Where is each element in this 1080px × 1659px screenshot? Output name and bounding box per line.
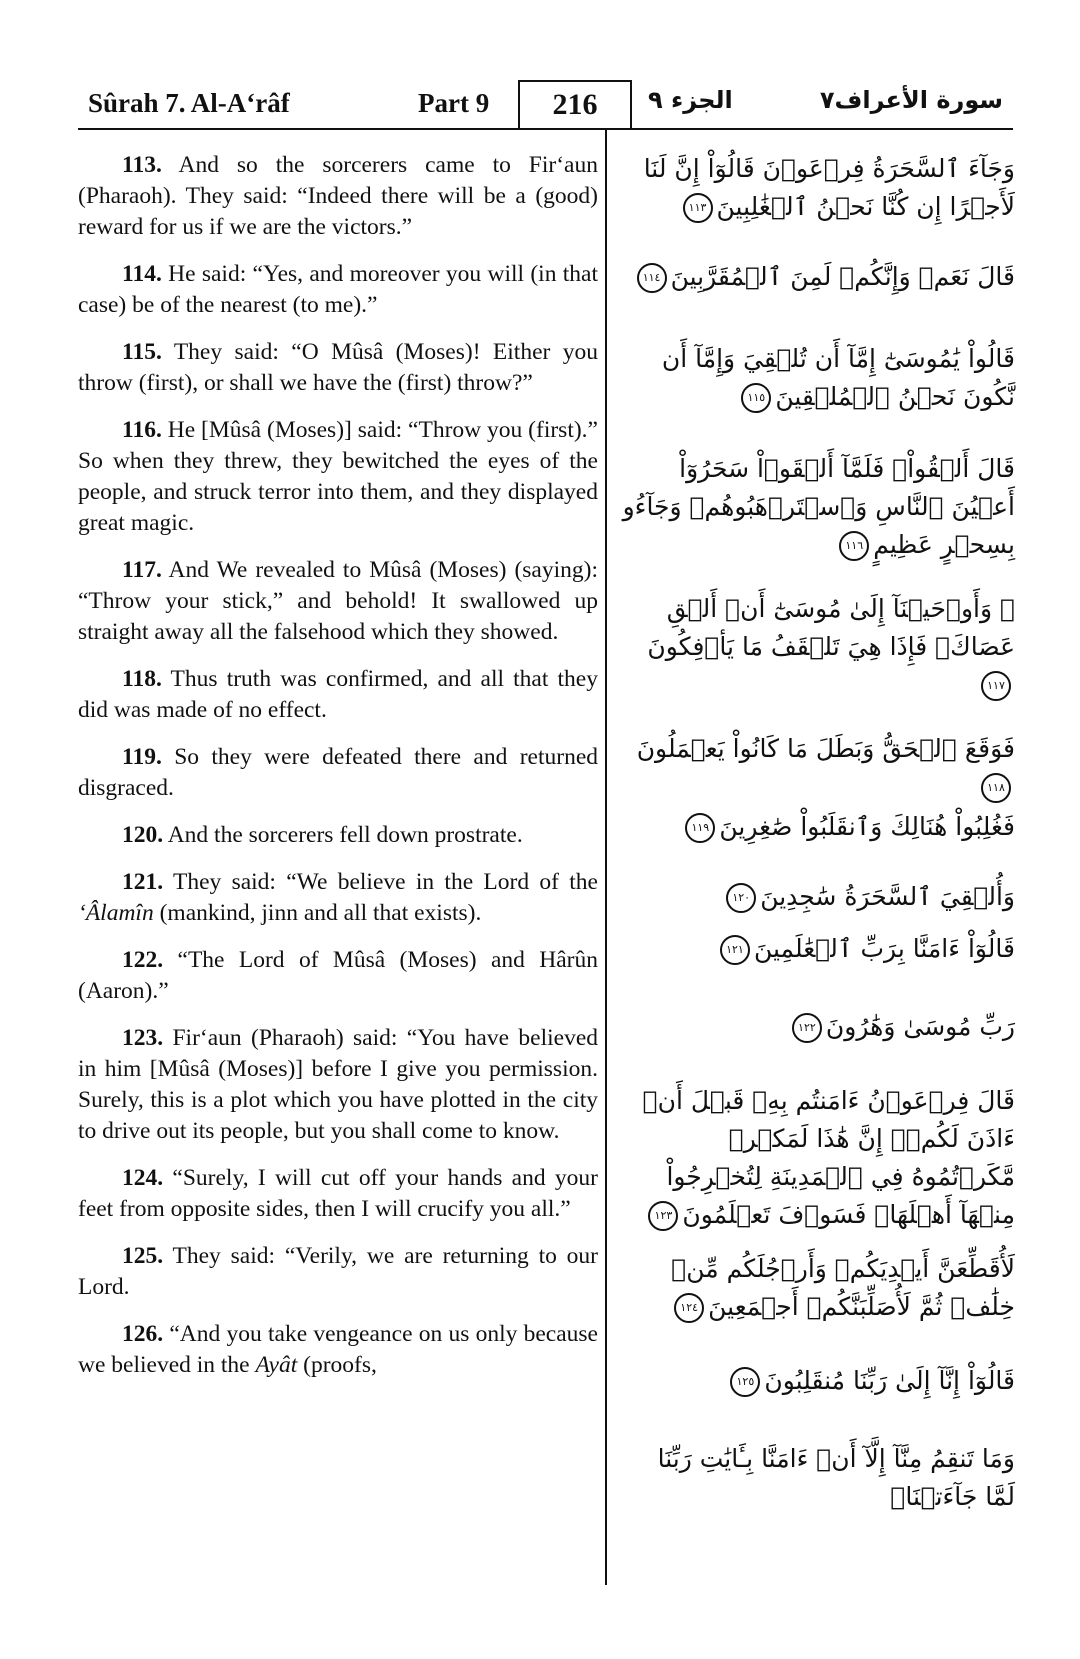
verse-120 — [78, 820, 598, 851]
ayah-text: قَالَ نَعَمۡ وَإِنَّكُمۡ لَمِنَ ٱلۡمُقَرَّبِينَ — [670, 262, 1015, 291]
ayah-end-marker: ١٢٠ — [726, 883, 756, 913]
part-label-en: Part 9 — [418, 88, 490, 118]
ayah-123 — [620, 1082, 1015, 1234]
ayah-text: فَوَقَعَ ٱلۡحَقُّ وَبَطَلَ مَا كَانُواْ يَعۡمَلُونَ — [636, 734, 1015, 763]
verse-123 — [78, 1023, 598, 1147]
ayah-end-marker: ١١٧ — [981, 671, 1011, 701]
ayah-text: وَمَا تَنقِمُ مِنَّآ إِلَّآ أَنۡ ءَامَنَّا بِـَٔايَٰتِ رَبِّنَا لَمَّا جَآءَتۡنَاۚ — [657, 1444, 1015, 1511]
ayah-121 — [620, 930, 1015, 968]
verse-114 — [78, 259, 598, 321]
verse-number: 116. — [122, 417, 162, 443]
verse-text: They said: “O Mûsâ (Moses)! Either you throw (first), or shall we have the (first) throw?” — [78, 339, 598, 396]
verse-113 — [78, 150, 598, 243]
verse-number: 113. — [122, 152, 162, 178]
ayah-120 — [620, 878, 1015, 916]
ayah-118 — [620, 730, 1015, 806]
verse-number: 122. — [122, 947, 164, 973]
ayah-119 — [620, 808, 1015, 846]
verse-115 — [78, 337, 598, 399]
verse-text: He said: “Yes, and moreover you will (in that case) be of the nearest (to me).” — [78, 261, 598, 318]
ayah-text: لَأُقَطِّعَنَّ أَيۡدِيَكُمۡ وَأَرۡجُلَكُم مِّنۡ خِلَٰفٖ ثُمَّ لَأُصَلِّبَنَّكُمۡ أَجۡمَعِينَ — [671, 1254, 1015, 1321]
page-number: 216 — [518, 80, 632, 128]
verse-number: 120. — [122, 822, 164, 848]
verse-number: 124. — [122, 1165, 164, 1191]
verse-number: 119. — [122, 744, 162, 770]
surah-title-en: Sûrah 7. Al-A‘râf — [88, 88, 290, 118]
verse-text: So they were defeated there and returned disgraced. — [78, 744, 598, 801]
ayah-113 — [620, 150, 1015, 226]
ayah-end-marker: ١٢٥ — [730, 1367, 760, 1397]
ayah-117 — [620, 590, 1015, 704]
ayah-end-marker: ١١٦ — [839, 531, 869, 561]
verse-text: They said: “We believe in the Lord of the — [163, 869, 598, 895]
verse-number: 118. — [122, 666, 162, 692]
ayah-end-marker: ١١٩ — [685, 813, 715, 843]
verse-122 — [78, 945, 598, 1007]
ayah-text: وَجَآءَ ٱلسَّحَرَةُ فِرۡعَوۡنَ قَالُوٓاْ إِنَّ لَنَا لَأَجۡرًا إِن كُنَّا نَحۡنُ ٱلۡغَٰلِبِينَ — [643, 154, 1015, 221]
verse-number: 115. — [122, 339, 162, 365]
page-header — [78, 80, 1013, 130]
english-column — [78, 150, 598, 1397]
verse-121 — [78, 867, 598, 929]
verse-117 — [78, 555, 598, 648]
verse-124 — [78, 1163, 598, 1225]
verse-number: 123. — [122, 1025, 164, 1051]
part-label-ar: الجزء ٩ — [648, 86, 733, 114]
ayah-end-marker: ١٢٢ — [792, 1013, 822, 1043]
verse-text: They said: “Verily, we are returning to our Lord. — [78, 1243, 598, 1300]
verse-number: 117. — [122, 557, 162, 583]
verse-italic-term: ‘Âlamîn — [78, 900, 154, 926]
verse-text: (mankind, jinn and all that exists). — [153, 900, 482, 926]
verse-text: “And you take vengeance on us only because we believed in the — [78, 1321, 598, 1378]
verse-text: And We revealed to Mûsâ (Moses) (saying): “Throw your stick,” and behold! It swallowed up straight away all the falsehood which they showed. — [78, 557, 598, 645]
ayah-124 — [620, 1250, 1015, 1326]
verse-text: Fir‘aun (Pharaoh) said: “You have believed in him [Mûsâ (Moses)] before I give you permission. Surely, this is a plot which you have plotted in the city to drive out its people, but you shall come to know. — [78, 1025, 598, 1144]
verse-number: 126. — [122, 1321, 164, 1347]
ayah-text: وَأُلۡقِيَ ٱلسَّحَرَةُ سَٰجِدِينَ — [760, 882, 1015, 911]
ayah-text: قَالَ أَلۡقُواْۖ فَلَمَّآ أَلۡقَوۡاْ سَحَرُوٓاْ أَعۡيُنَ ٱلنَّاسِ وَٱسۡتَرۡهَبُوهُمۡ وَجَآءُو بِسِحۡرٍ عَظِيمٍ — [622, 454, 1015, 559]
verse-italic-term: Ayât — [255, 1352, 298, 1378]
ayah-126 — [620, 1440, 1015, 1516]
verse-number: 121. — [122, 869, 164, 895]
surah-title-ar: سورة الأعراف٧ — [819, 86, 1003, 114]
ayah-122 — [620, 1008, 1015, 1046]
verse-126 — [78, 1319, 598, 1381]
verse-119 — [78, 742, 598, 804]
verse-number: 125. — [122, 1243, 164, 1269]
ayah-end-marker: ١١٨ — [981, 773, 1011, 803]
ayah-115 — [620, 340, 1015, 416]
verse-text: “Surely, I will cut off your hands and your feet from opposite sides, then I will crucify you all.” — [78, 1165, 598, 1222]
verse-text: He [Mûsâ (Moses)] said: “Throw you (first).” So when they threw, they bewitched the eyes of the people, and struck terror into them, and they displayed great magic. — [78, 417, 598, 536]
ayah-end-marker: ١٢٤ — [674, 1293, 704, 1323]
ayah-125 — [620, 1362, 1015, 1400]
ayah-end-marker: ١٢١ — [720, 935, 750, 965]
ayah-text: فَغُلِبُواْ هُنَالِكَ وَٱنقَلَبُواْ صَٰغِرِينَ — [719, 812, 1015, 841]
ayah-text: قَالَ فِرۡعَوۡنُ ءَامَنتُم بِهِۦ قَبۡلَ أَنۡ ءَاذَنَ لَكُمۡۖ إِنَّ هَٰذَا لَمَكۡرٞ مَّكَرۡتُمُوهُ فِي ٱلۡمَدِينَةِ لِتُخۡرِجُواْ مِنۡهَآ أَهۡلَهَاۖ فَسَوۡفَ تَعۡلَمُونَ — [642, 1086, 1015, 1229]
verse-116 — [78, 415, 598, 539]
verse-number: 114. — [122, 261, 162, 287]
verse-text: (proofs, — [297, 1352, 377, 1378]
verse-text: “The Lord of Mûsâ (Moses) and Hârûn (Aaron).” — [78, 947, 598, 1004]
ayah-text: قَالُوٓاْ ءَامَنَّا بِرَبِّ ٱلۡعَٰلَمِينَ — [753, 934, 1015, 963]
ayah-end-marker: ١٢٣ — [648, 1201, 678, 1231]
ayah-text: رَبِّ مُوسَىٰ وَهَٰرُونَ — [825, 1012, 1015, 1041]
ayah-end-marker: ١١٣ — [683, 193, 713, 223]
verse-125 — [78, 1241, 598, 1303]
column-divider — [605, 130, 607, 1585]
verse-text: And so the sorcerers came to Fir‘aun (Pharaoh). They said: “Indeed there will be a (good) reward for us if we are the victors.” — [78, 152, 598, 240]
header-rule — [78, 128, 1013, 130]
ayah-text: ۞ وَأَوۡحَيۡنَآ إِلَىٰ مُوسَىٰٓ أَنۡ أَلۡقِ عَصَاكَۖ فَإِذَا هِيَ تَلۡقَفُ مَا يَأۡفِكُونَ — [647, 594, 1015, 661]
ayah-text: قَالُواْ يَٰمُوسَىٰٓ إِمَّآ أَن تُلۡقِيَ وَإِمَّآ أَن نَّكُونَ نَحۡنُ ٱلۡمُلۡقِينَ — [661, 344, 1015, 411]
ayah-end-marker: ١١٤ — [637, 263, 667, 293]
ayah-end-marker: ١١٥ — [741, 383, 771, 413]
ayah-114 — [620, 258, 1015, 296]
ayah-116 — [620, 450, 1015, 564]
verse-text: And the sorcerers fell down prostrate. — [163, 822, 523, 848]
verse-text: Thus truth was confirmed, and all that they did was made of no effect. — [78, 666, 598, 723]
verse-118 — [78, 664, 598, 726]
ayah-text: قَالُوٓاْ إِنَّآ إِلَىٰ رَبِّنَا مُنقَلِبُونَ — [764, 1366, 1015, 1395]
